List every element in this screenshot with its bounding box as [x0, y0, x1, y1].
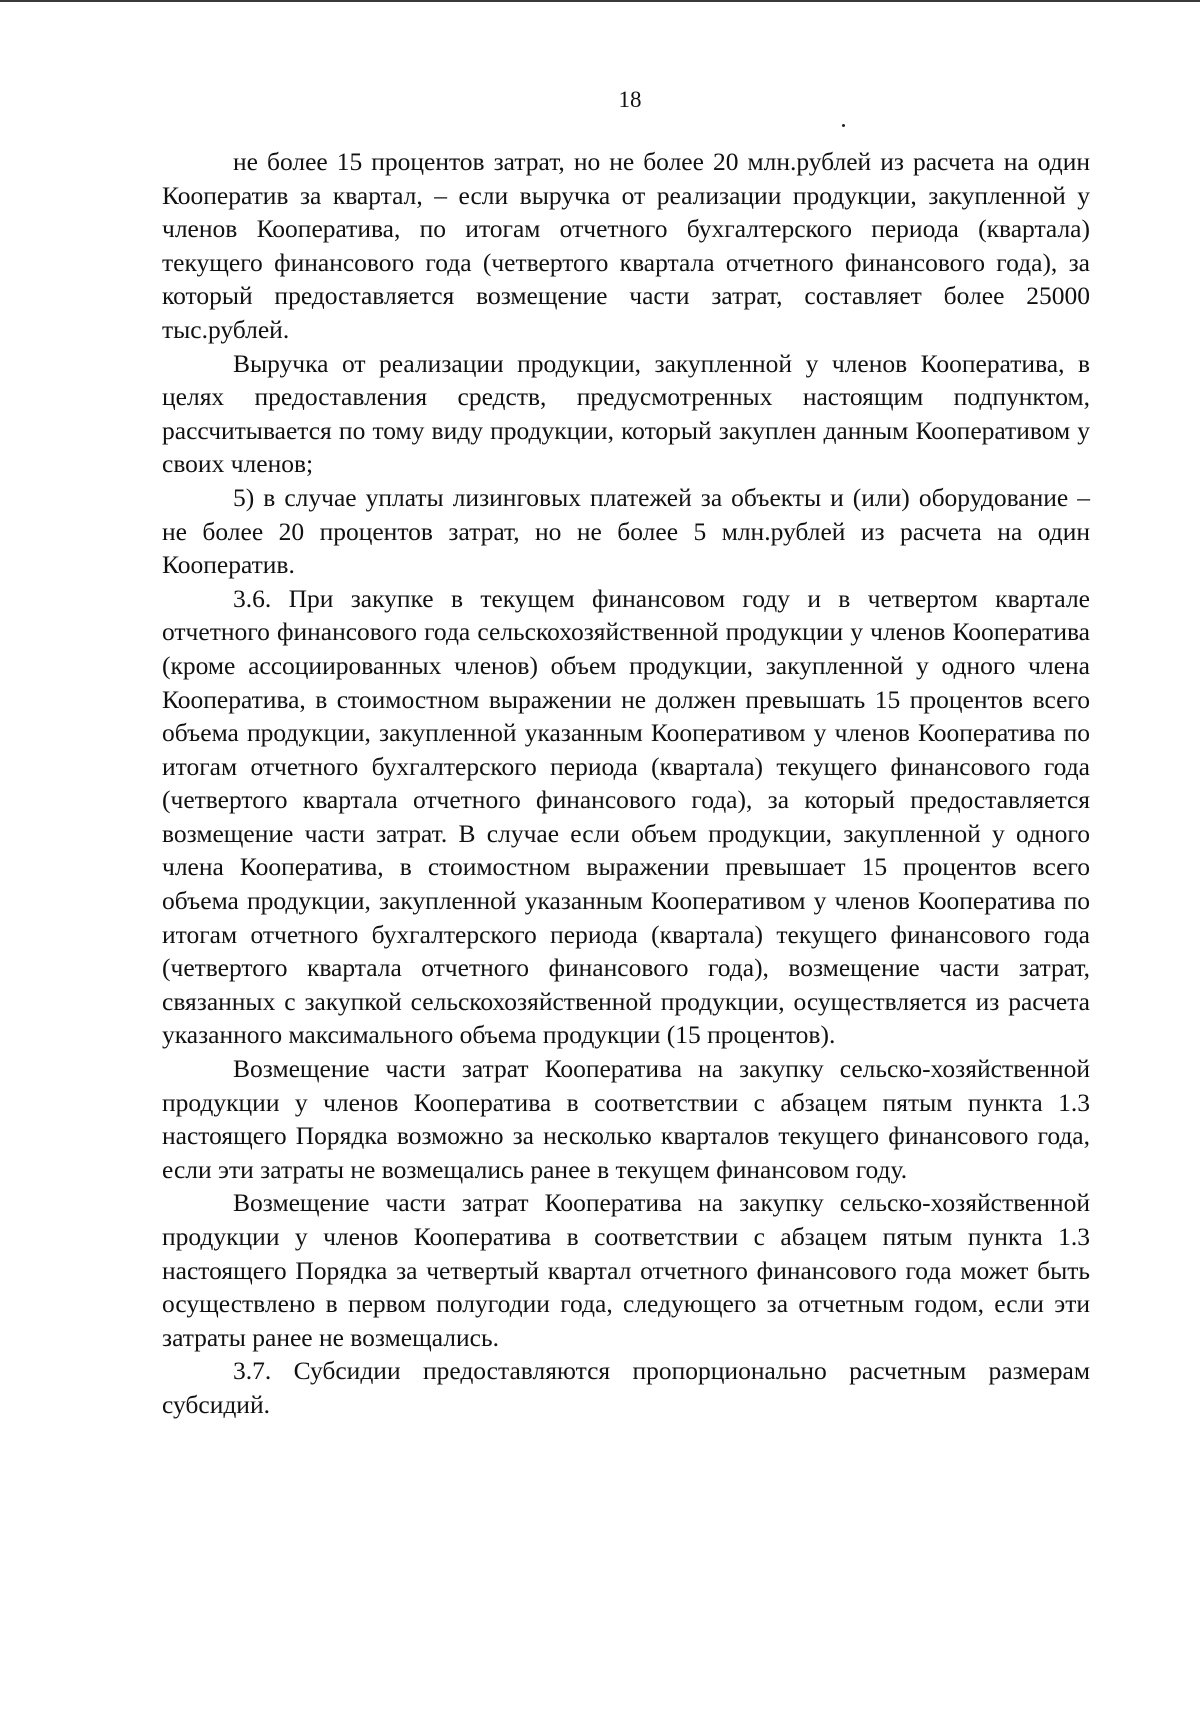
- scan-speck: [842, 124, 845, 127]
- paragraph-revenue: Выручка от реализации продукции, закупленной у членов Кооператива, в целях предоставления средств, предусмотренных настоящим подпунктом, рассчитывается по тому виду продукции, который закуплен данным Кооперативом у своих членов;: [162, 348, 1090, 479]
- page-number: 18: [618, 87, 642, 112]
- scan-top-edge: [0, 0, 1200, 2]
- paragraph-3-7: 3.7. Субсидии предоставляются пропорционально расчетным размерам субсидий.: [162, 1356, 1090, 1419]
- paragraph-continuation: не более 15 процентов затрат, но не более 20 млн.рублей из расчета на один Кооператив за квартал, – если выручка от реализации продукции, закупленной у членов Кооператива, по итогам отчетного бухгалтерского периода (квартала) текущего финансового года (четвертого квартала отчетного финансового года), за который предоставляется возмещение части затрат, составляет более 25000 тыс.рублей.: [162, 147, 1090, 344]
- paragraph-reimbursement-quarters: Возмещение части затрат Кооператива на закупку сельско-хозяйственной продукции у членов Кооператива в соответствии с абзацем пятым пункта 1.3 настоящего Порядка возможно за несколько кварталов текущего финансового года, если эти затраты не возмещались ранее в текущем финансовом году.: [162, 1054, 1090, 1184]
- paragraph-reimbursement-fourth-quarter: Возмещение части затрат Кооператива на закупку сельско-хозяйственной продукции у членов Кооператива в соответствии с абзацем пятым пункта 1.3 настоящего Порядка за четвертый квартал отчетного финансового года может быть осуществлено в первом полугодии года, следующего за отчетным годом, если эти затраты ранее не возмещались.: [162, 1188, 1090, 1352]
- paragraph-3-6: 3.6. При закупке в текущем финансовом году и в четвертом квартале отчетного финансового года сельскохозяйственной продукции у членов Кооператива (кроме ассоциированных членов) объем продукции, закупленной у одного члена Кооператива, в стоимостном выражении не должен превышать 15 процентов всего объема продукции, закупленной указанным Кооперативом у членов Кооператива по итогам отчетного бухгалтерского периода (квартала) текущего финансового года (четвертого квартала отчетного финансового года), за который предоставляется возмещение части затрат. В случае если объем продукции, закупленной у одного члена Кооператива, в стоимостном выражении превышает 15 процентов всего объема продукции, закупленной указанным Кооперативом у членов Кооператива по итогам отчетного бухгалтерского периода (квартала) текущего финансового года (четвертого квартала отчетного финансового года), возмещение части затрат, связанных с закупкой сельскохозяйственной продукции, осуществляется из расчета указанного максимального объема продукции (15 процентов).: [162, 583, 1090, 1050]
- document-body: [162, 145, 1090, 1422]
- paragraph-item-5: 5) в случае уплаты лизинговых платежей за объекты и (или) оборудование – не более 20 процентов затрат, но не более 5 млн.рублей из расчета на один Кооператив.: [162, 482, 1090, 580]
